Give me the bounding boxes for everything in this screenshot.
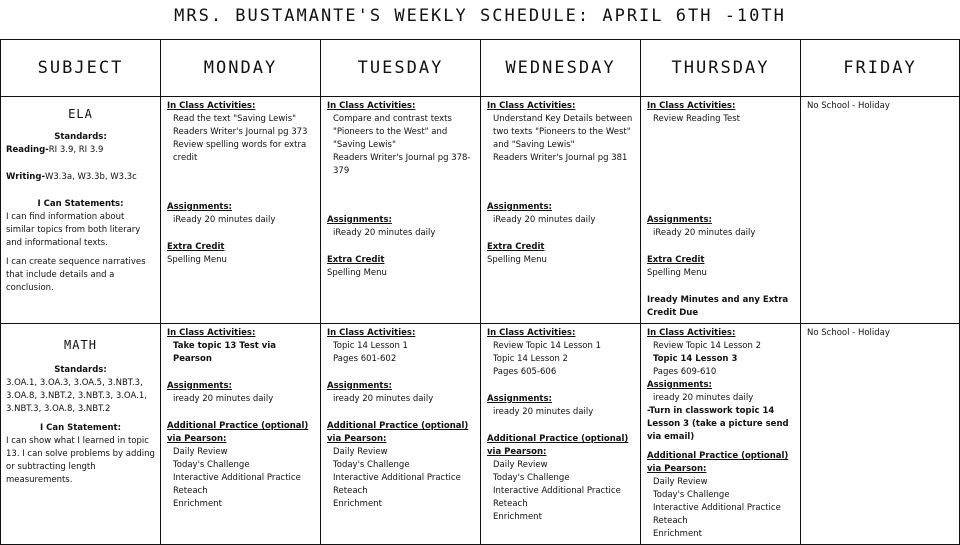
list-item: Enrichment xyxy=(653,529,702,539)
list-item: Enrichment xyxy=(173,499,222,509)
list-item: iready 20 minutes daily xyxy=(653,393,754,403)
list-item: Readers Writer's Journal pg 381 xyxy=(493,153,628,163)
list-item: Topic 14 Lesson 1 xyxy=(333,341,408,351)
list-item: Interactive Additional Practice xyxy=(653,503,781,513)
weekly-schedule-table xyxy=(0,39,960,545)
ela-subject-name: ELA xyxy=(68,107,93,121)
list-item: Take topic 13 Test via Pearson xyxy=(173,341,276,364)
list-item: Pages 601-602 xyxy=(333,354,397,364)
math-thursday-assign-label: Assignments: xyxy=(647,380,712,390)
header-wednesday: WEDNESDAY xyxy=(481,40,641,97)
ela-standards-label: Standards: xyxy=(54,132,107,142)
math-tuesday-class-label: In Class Activities: xyxy=(327,328,416,338)
list-item: Today's Challenge xyxy=(173,460,250,470)
header-row xyxy=(1,40,960,97)
list-item: Read the text "Saving Lewis" xyxy=(173,114,297,124)
ela-friday-holiday: No School - Holiday xyxy=(807,101,890,111)
list-item: Reteach xyxy=(173,486,208,496)
ela-row xyxy=(1,97,960,324)
math-monday-class-label: In Class Activities: xyxy=(167,328,256,338)
list-item: Spelling Menu xyxy=(647,268,707,278)
ela-thursday-class-label: In Class Activities: xyxy=(647,101,736,111)
list-item: Understand Key Details between two texts "Pioneers to the West" and "Saving Lewis" xyxy=(493,114,633,150)
ela-wednesday-assign-label: Assignments: xyxy=(487,202,552,212)
list-item: Reteach xyxy=(653,516,688,526)
math-standards-value: 3.OA.1, 3.OA.3, 3.OA.5, 3.NBT.3, 3.OA.8, 3.NBT.2, 3.NBT.3, 3.OA.1, 3.NBT.3, 3.OA.8, 3.NBT.2 xyxy=(6,378,147,414)
list-item: -Turn in classwork topic 14 Lesson 3 (take a picture send via email) xyxy=(647,406,789,442)
list-item: Compare and contrast texts "Pioneers to the West" and "Saving Lewis" xyxy=(333,114,452,150)
ela-friday-cell xyxy=(801,97,960,324)
math-subject-name: MATH xyxy=(64,338,97,352)
math-row xyxy=(1,324,960,545)
math-wednesday-cell xyxy=(481,324,641,545)
list-item: iready 20 minutes daily xyxy=(173,394,274,404)
ela-ican-1: I can find information about similar topics from both literary and informational texts. xyxy=(6,212,141,248)
list-item: iReady 20 minutes daily xyxy=(173,215,276,225)
list-item: Interactive Additional Practice xyxy=(493,486,621,496)
list-item: Enrichment xyxy=(493,512,542,522)
math-wednesday-class-label: In Class Activities: xyxy=(487,328,576,338)
ela-monday-class-label: In Class Activities: xyxy=(167,101,256,111)
math-standards-label: Standards: xyxy=(54,365,107,375)
list-item: Spelling Menu xyxy=(487,255,547,265)
header-subject: SUBJECT xyxy=(1,40,161,97)
list-item: Interactive Additional Practice xyxy=(333,473,461,483)
math-tuesday-assign-label: Assignments: xyxy=(327,381,392,391)
ela-monday-extra-label: Extra Credit xyxy=(167,242,225,252)
math-monday-assign-label: Assignments: xyxy=(167,381,232,391)
list-item: Today's Challenge xyxy=(333,460,410,470)
ela-subject-cell xyxy=(1,97,161,324)
math-tuesday-cell xyxy=(321,324,481,545)
ela-monday-assign-label: Assignments: xyxy=(167,202,232,212)
header-monday: MONDAY xyxy=(161,40,321,97)
list-item: Pages 605-606 xyxy=(493,367,557,377)
list-item: Review spelling words for extra credit xyxy=(173,140,307,163)
ela-tuesday-cell xyxy=(321,97,481,324)
list-item: iready 20 minutes daily xyxy=(493,407,594,417)
page-title: MRS. BUSTAMANTE'S WEEKLY SCHEDULE: APRIL 6TH -10TH xyxy=(174,6,786,26)
ela-writing-standard: Writing-W3.3a, W3.3b, W3.3c xyxy=(6,172,137,182)
math-wednesday-add-label: Additional Practice (optional) via Pearson: xyxy=(487,434,629,457)
ela-monday-cell xyxy=(161,97,321,324)
list-item: Readers Writer's Journal pg 373 xyxy=(173,127,308,137)
ela-tuesday-class-label: In Class Activities: xyxy=(327,101,416,111)
ela-thursday-note: Iready Minutes and any Extra Credit Due xyxy=(647,295,789,318)
list-item: Topic 14 Lesson 2 xyxy=(493,354,568,364)
header-friday: FRIDAY xyxy=(801,40,960,97)
math-monday-cell xyxy=(161,324,321,545)
math-thursday-class-label: In Class Activities: xyxy=(647,328,736,338)
list-item: Today's Challenge xyxy=(493,473,570,483)
list-item: Enrichment xyxy=(333,499,382,509)
ela-reading-standard: Reading-RI 3.9, RI 3.9 xyxy=(6,145,104,155)
list-item: Spelling Menu xyxy=(167,255,227,265)
list-item: iReady 20 minutes daily xyxy=(653,228,756,238)
ela-thursday-assign-label: Assignments: xyxy=(647,215,712,225)
list-item: Interactive Additional Practice xyxy=(173,473,301,483)
list-item: iReady 20 minutes daily xyxy=(333,228,436,238)
math-thursday-add-label: Additional Practice (optional) via Pearson: xyxy=(647,451,789,474)
math-ican-label: I Can Statement: xyxy=(40,423,121,433)
list-item: Reteach xyxy=(493,499,528,509)
list-item: Daily Review xyxy=(333,447,388,457)
list-item: iready 20 minutes daily xyxy=(333,394,434,404)
list-item: Topic 14 Lesson 3 xyxy=(653,354,738,364)
list-item: Pages 609-610 xyxy=(653,367,717,377)
ela-thursday-cell xyxy=(641,97,801,324)
math-ican-1: I can show what I learned in topic 13. I can solve problems by adding or subtracting length measurements. xyxy=(6,436,155,485)
math-friday-cell xyxy=(801,324,960,545)
ela-wednesday-class-label: In Class Activities: xyxy=(487,101,576,111)
ela-tuesday-assign-label: Assignments: xyxy=(327,215,392,225)
list-item: Reteach xyxy=(333,486,368,496)
math-thursday-cell xyxy=(641,324,801,545)
ela-ican-2: I can create sequence narratives that include details and a conclusion. xyxy=(6,257,146,293)
math-subject-cell xyxy=(1,324,161,545)
list-item: Daily Review xyxy=(493,460,548,470)
list-item: Daily Review xyxy=(173,447,228,457)
math-wednesday-assign-label: Assignments: xyxy=(487,394,552,404)
list-item: Review Topic 14 Lesson 1 xyxy=(493,341,601,351)
list-item: Spelling Menu xyxy=(327,268,387,278)
list-item: Today's Challenge xyxy=(653,490,730,500)
ela-thursday-extra-label: Extra Credit xyxy=(647,255,705,265)
list-item: Review Reading Test xyxy=(653,114,740,124)
list-item: Review Topic 14 Lesson 2 xyxy=(653,341,761,351)
ela-wednesday-cell xyxy=(481,97,641,324)
ela-wednesday-extra-label: Extra Credit xyxy=(487,242,545,252)
math-tuesday-add-label: Additional Practice (optional) via Pearson: xyxy=(327,421,469,444)
math-friday-holiday: No School - Holiday xyxy=(807,328,890,338)
list-item: iReady 20 minutes daily xyxy=(493,215,596,225)
list-item: Readers Writer's Journal pg 378-379 xyxy=(333,153,471,176)
list-item: Daily Review xyxy=(653,477,708,487)
ela-tuesday-extra-label: Extra Credit xyxy=(327,255,385,265)
ela-ican-label: I Can Statements: xyxy=(37,199,124,209)
header-thursday: THURSDAY xyxy=(641,40,801,97)
math-monday-add-label: Additional Practice (optional) via Pearson: xyxy=(167,421,309,444)
header-tuesday: TUESDAY xyxy=(321,40,481,97)
